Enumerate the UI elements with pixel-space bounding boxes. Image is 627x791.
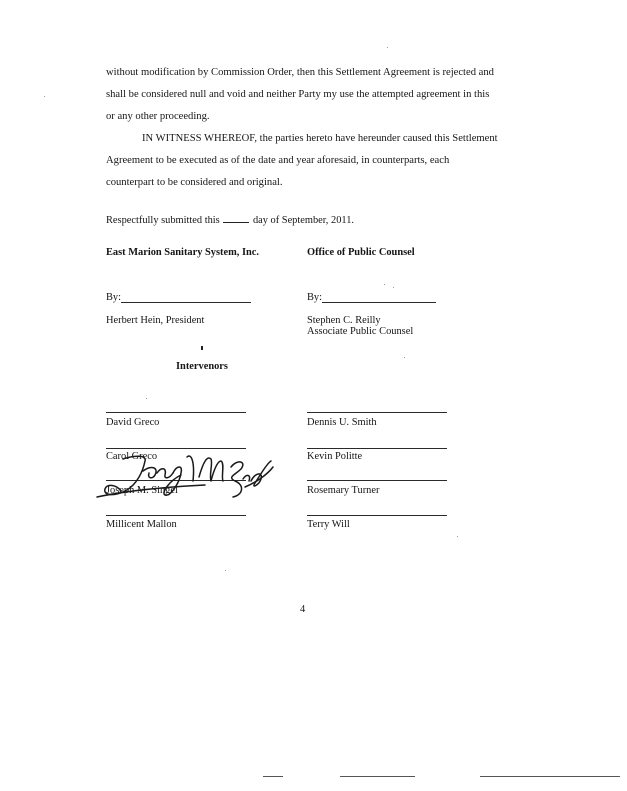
intervenor-name: Millicent Mallon — [106, 519, 177, 530]
handwritten-signature — [95, 451, 275, 505]
body-paragraph-1: without modification by Commission Order, then this Settlement Agreement is rejected and shall be considered null and void and neither Party my use the attempted agreement in this or any other proceeding. — [106, 67, 494, 122]
submitted-line — [106, 213, 354, 227]
right-by-signature-line — [322, 302, 436, 303]
intervenors-heading: Intervenors — [176, 361, 228, 372]
right-signer-title: Associate Public Counsel — [307, 326, 414, 337]
intervenor-name: Joseph M. Singel — [106, 485, 178, 496]
signature-line — [307, 515, 447, 516]
submitted-text-after: day of September, 2011. — [252, 215, 354, 226]
scan-speck — [404, 357, 405, 358]
scan-speck — [146, 398, 147, 399]
scan-speck — [393, 287, 394, 288]
scan-speck — [457, 536, 458, 537]
signature-line — [106, 515, 246, 516]
scan-artifact-line — [480, 776, 620, 777]
intervenor-name: Kevin Politte — [307, 451, 363, 462]
day-blank — [223, 213, 249, 223]
signature-line — [307, 448, 447, 449]
scan-speck — [225, 570, 226, 571]
intervenor-name: Terry Will — [307, 519, 350, 530]
left-party-name: East Marion Sanitary System, Inc. — [106, 247, 259, 258]
scan-artifact-line — [340, 776, 415, 777]
right-by-label: By: — [307, 292, 323, 303]
left-signer-name: Herbert Hein, President — [106, 315, 205, 326]
right-signer-name: Stephen C. Reilly — [307, 315, 381, 326]
intervenor-name: Carol Greco — [106, 451, 158, 462]
signature-line — [307, 480, 447, 481]
intervenor-name: David Greco — [106, 417, 160, 428]
submitted-text-before: Respectfully submitted this — [106, 215, 220, 226]
scan-artifact-line — [263, 776, 283, 777]
scan-speck — [384, 284, 385, 285]
signature-line — [106, 448, 246, 449]
scan-speck — [44, 96, 45, 97]
left-by-signature-line — [121, 302, 251, 303]
page-number: 4 — [300, 604, 306, 615]
intervenor-name: Dennis U. Smith — [307, 417, 377, 428]
body-paragraph-2: IN WITNESS WHEREOF, the parties hereto have hereunder caused this Settlement Agreement to be executed as of the date and year aforesaid, in counterparts, each counterpart to be considered and original. — [106, 133, 498, 188]
left-by-label: By: — [106, 292, 122, 303]
right-party-name: Office of Public Counsel — [307, 247, 415, 258]
signature-line — [307, 412, 447, 413]
scan-speck — [201, 346, 203, 350]
scan-speck — [387, 47, 388, 48]
intervenor-name: Rosemary Turner — [307, 485, 380, 496]
signature-line — [106, 412, 246, 413]
